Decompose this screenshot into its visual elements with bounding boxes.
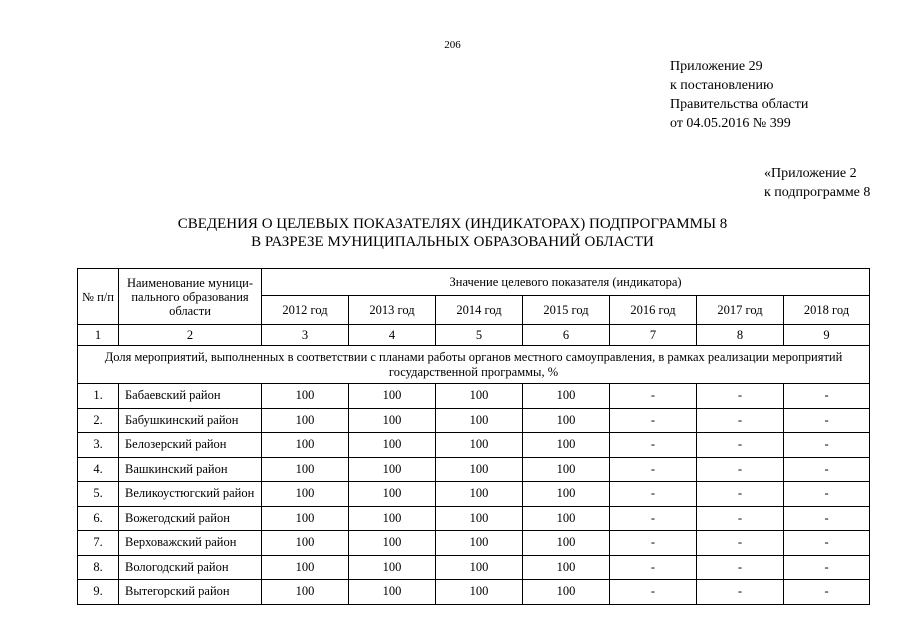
header-municipality: Наименование муници-пального образования области: [119, 269, 262, 325]
row-value: 100: [262, 433, 349, 458]
row-value: 100: [523, 482, 610, 507]
row-value: 100: [262, 482, 349, 507]
row-value: 100: [262, 580, 349, 605]
document-title-line-2: В РАЗРЕЗЕ МУНИЦИПАЛЬНЫХ ОБРАЗОВАНИЙ ОБЛАСТИ: [251, 234, 654, 250]
table-row: [78, 580, 870, 605]
row-value: -: [784, 482, 870, 507]
appendix-header: [670, 57, 808, 133]
table-row: [78, 531, 870, 556]
row-value: 100: [349, 506, 436, 531]
row-value: 100: [436, 580, 523, 605]
row-value: -: [610, 408, 697, 433]
row-value: 100: [436, 531, 523, 556]
row-value: -: [610, 531, 697, 556]
row-value: -: [610, 482, 697, 507]
row-value: 100: [523, 580, 610, 605]
row-value: -: [784, 531, 870, 556]
row-municipality: Верховажский район: [119, 531, 262, 556]
row-value: 100: [262, 408, 349, 433]
row-value: -: [697, 457, 784, 482]
row-value: -: [697, 580, 784, 605]
row-value: 100: [523, 506, 610, 531]
subprogram-appendix-line-1: «Приложение 2: [764, 166, 857, 181]
appendix-line-4: от 04.05.2016 № 399: [670, 116, 791, 131]
table-row: [78, 506, 870, 531]
table-section-row: [78, 346, 870, 384]
column-number: 8: [697, 325, 784, 346]
table-row: [78, 384, 870, 409]
row-value: 100: [523, 433, 610, 458]
header-year: 2012 год: [262, 296, 349, 325]
column-number: 4: [349, 325, 436, 346]
row-value: 100: [349, 531, 436, 556]
row-value: -: [784, 555, 870, 580]
row-value: 100: [349, 580, 436, 605]
row-value: -: [784, 580, 870, 605]
row-value: -: [784, 506, 870, 531]
row-value: 100: [262, 384, 349, 409]
indicators-table: [77, 268, 870, 605]
row-value: -: [610, 433, 697, 458]
row-value: -: [610, 384, 697, 409]
row-number: 5.: [78, 482, 119, 507]
column-number: 1: [78, 325, 119, 346]
column-number: 9: [784, 325, 870, 346]
table-header-row: [78, 269, 870, 296]
header-year: 2017 год: [697, 296, 784, 325]
row-value: -: [697, 506, 784, 531]
row-value: 100: [523, 457, 610, 482]
row-municipality: Великоустюгский район: [119, 482, 262, 507]
row-value: 100: [349, 408, 436, 433]
subprogram-appendix-line-2: к подпрограмме 8: [764, 185, 871, 200]
row-municipality: Вожегодский район: [119, 506, 262, 531]
row-value: 100: [262, 531, 349, 556]
header-year: 2018 год: [784, 296, 870, 325]
row-value: 100: [523, 555, 610, 580]
section-label: Доля мероприятий, выполненных в соответствии с планами работы органов местного самоуправления, в рамках реализации мероприятий государственной программы, %: [78, 346, 870, 384]
row-value: 100: [523, 408, 610, 433]
row-number: 4.: [78, 457, 119, 482]
row-number: 6.: [78, 506, 119, 531]
row-value: 100: [436, 506, 523, 531]
row-municipality: Вологодский район: [119, 555, 262, 580]
row-number: 9.: [78, 580, 119, 605]
row-municipality: Бабаевский район: [119, 384, 262, 409]
row-number: 7.: [78, 531, 119, 556]
row-municipality: Бабушкинский район: [119, 408, 262, 433]
document-title: [0, 215, 905, 251]
row-value: -: [697, 482, 784, 507]
table-column-numbers-row: [78, 325, 870, 346]
header-number: № п/п: [78, 269, 119, 325]
row-municipality: Вытегорский район: [119, 580, 262, 605]
column-number: 2: [119, 325, 262, 346]
column-number: 3: [262, 325, 349, 346]
header-year: 2014 год: [436, 296, 523, 325]
row-value: 100: [349, 555, 436, 580]
row-number: 8.: [78, 555, 119, 580]
row-value: 100: [436, 457, 523, 482]
column-number: 5: [436, 325, 523, 346]
row-number: 2.: [78, 408, 119, 433]
row-value: 100: [262, 506, 349, 531]
page-number: 206: [444, 39, 461, 51]
table-row: [78, 457, 870, 482]
table-row: [78, 555, 870, 580]
row-value: 100: [436, 408, 523, 433]
row-value: -: [610, 555, 697, 580]
column-number: 6: [523, 325, 610, 346]
table-row: [78, 433, 870, 458]
subprogram-appendix-header: [764, 164, 870, 202]
row-value: 100: [349, 433, 436, 458]
header-year: 2013 год: [349, 296, 436, 325]
row-value: -: [610, 506, 697, 531]
appendix-line-1: Приложение 29: [670, 59, 763, 74]
row-value: 100: [262, 457, 349, 482]
row-value: 100: [349, 384, 436, 409]
row-value: -: [784, 457, 870, 482]
row-value: -: [610, 457, 697, 482]
row-value: -: [784, 384, 870, 409]
row-value: -: [697, 433, 784, 458]
row-value: 100: [523, 531, 610, 556]
row-value: 100: [523, 384, 610, 409]
row-value: 100: [262, 555, 349, 580]
row-municipality: Белозерский район: [119, 433, 262, 458]
row-number: 1.: [78, 384, 119, 409]
row-value: -: [784, 408, 870, 433]
row-value: -: [610, 580, 697, 605]
header-year: 2015 год: [523, 296, 610, 325]
row-number: 3.: [78, 433, 119, 458]
row-value: -: [697, 531, 784, 556]
row-value: 100: [349, 457, 436, 482]
row-value: 100: [436, 482, 523, 507]
row-value: -: [697, 555, 784, 580]
row-value: -: [697, 408, 784, 433]
row-value: 100: [436, 384, 523, 409]
document-title-line-1: СВЕДЕНИЯ О ЦЕЛЕВЫХ ПОКАЗАТЕЛЯХ (ИНДИКАТОРАХ) ПОДПРОГРАММЫ 8: [177, 216, 728, 232]
appendix-line-3: Правительства области: [670, 97, 809, 112]
header-indicator-value: Значение целевого показателя (индикатора): [262, 269, 870, 296]
row-value: 100: [436, 433, 523, 458]
table-row: [78, 408, 870, 433]
row-value: -: [697, 384, 784, 409]
row-value: -: [784, 433, 870, 458]
column-number: 7: [610, 325, 697, 346]
table-row: [78, 482, 870, 507]
row-municipality: Вашкинский район: [119, 457, 262, 482]
appendix-line-2: к постановлению: [670, 78, 774, 93]
header-year: 2016 год: [610, 296, 697, 325]
row-value: 100: [436, 555, 523, 580]
row-value: 100: [349, 482, 436, 507]
